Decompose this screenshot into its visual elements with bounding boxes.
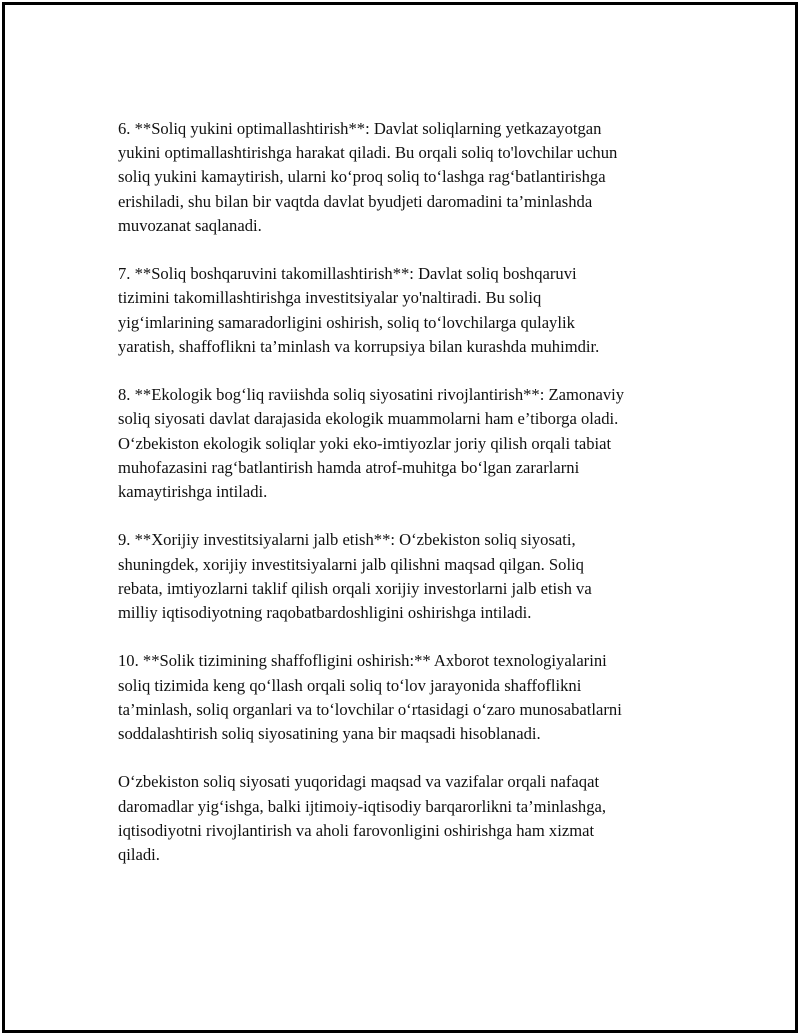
text-line: O‘zbekiston soliq siyosati yuqoridagi maqsad va vazifalar orqali nafaqat (118, 772, 600, 792)
text-line: rebata, imtiyozlarni taklif qilish orqali xorijiy investorlarni jalb etish va (118, 578, 592, 598)
text-line: ta’minlash, soliq organlari va to‘lovchilar o‘rtasidagi o‘zaro munosabatlarni (118, 699, 622, 719)
text-line: soddalashtirish soliq siyosatining yana bir maqsadi hisoblanadi. (118, 724, 541, 744)
text-line: kamaytirishga intiladi. (118, 482, 268, 502)
text-line: daromadlar yig‘ishga, balki ijtimoiy-iqtisodiy barqarorlikni ta’minlashga, (118, 796, 607, 816)
text-line: 8. **Ekologik bog‘liq raviishda soliq siyosatini rivojlantirish**: Zamonaviy (118, 385, 625, 405)
text-line: yukini optimallashtirishga harakat qiladi. Bu orqali soliq to'lovchilar uchun (118, 143, 618, 163)
text-line: milliy iqtisodiyotning raqobatbardoshligini oshirishga intiladi. (118, 603, 532, 623)
text-line: 7. **Soliq boshqaruvini takomillashtirish**: Davlat soliq boshqaruvi (118, 264, 577, 284)
text-line: 6. **Soliq yukini optimallashtirish**: Davlat soliqlarning yetkazayotgan (118, 119, 602, 138)
text-line: O‘zbekiston ekologik soliqlar yoki eko-imtiyozlar joriy qilish orqali tabiat (118, 433, 612, 453)
text-line: 10. **Solik tizimining shaffofligini oshirish:** Axborot texnologiyalarini (118, 651, 607, 671)
text-line: muhofazasini rag‘batlantirish hamda atrof-muhitga bo‘lgan zararlarni (118, 457, 580, 477)
paragraph-item-9 (118, 528, 683, 625)
paragraph-item-10 (118, 649, 683, 746)
text-line: qiladi. (118, 845, 160, 865)
paragraph-item-8 (118, 383, 683, 504)
text-line: soliq siyosati davlat darajasida ekologik muammolarni ham e’tiborga oladi. (118, 409, 619, 429)
text-line: shuningdek, xorijiy investitsiyalarni jalb qilishni maqsad qilgan. Soliq (118, 554, 584, 574)
paragraph-item-6 (118, 117, 683, 238)
text-line: soliq yukini kamaytirish, ularni ko‘proq soliq to‘lashga rag‘batlantirishga (118, 167, 606, 187)
text-line: yaratish, shaffoflikni ta’minlash va korrupsiya bilan kurashda muhimdir. (118, 336, 600, 356)
text-line: erishiladi, shu bilan bir vaqtda davlat byudjeti daromadini ta’minlashda (118, 191, 593, 211)
text-line: soliq tizimida keng qo‘llash orqali soliq to‘lov jarayonida shaffoflikni (118, 675, 582, 695)
text-line: muvozanat saqlanadi. (118, 215, 262, 235)
paragraph-conclusion (118, 770, 683, 867)
paragraph-item-7 (118, 262, 683, 359)
document-body (118, 117, 683, 891)
text-line: tizimini takomillashtirishga investitsiyalar yo'naltiradi. Bu soliq (118, 288, 542, 308)
text-line: 9. **Xorijiy investitsiyalarni jalb etish**: O‘zbekiston soliq siyosati, (118, 530, 576, 550)
text-line: yig‘imlarining samaradorligini oshirish, soliq to‘lovchilarga qulaylik (118, 312, 575, 332)
text-line: iqtisodiyotni rivojlantirish va aholi farovonligini oshirishga ham xizmat (118, 820, 595, 840)
